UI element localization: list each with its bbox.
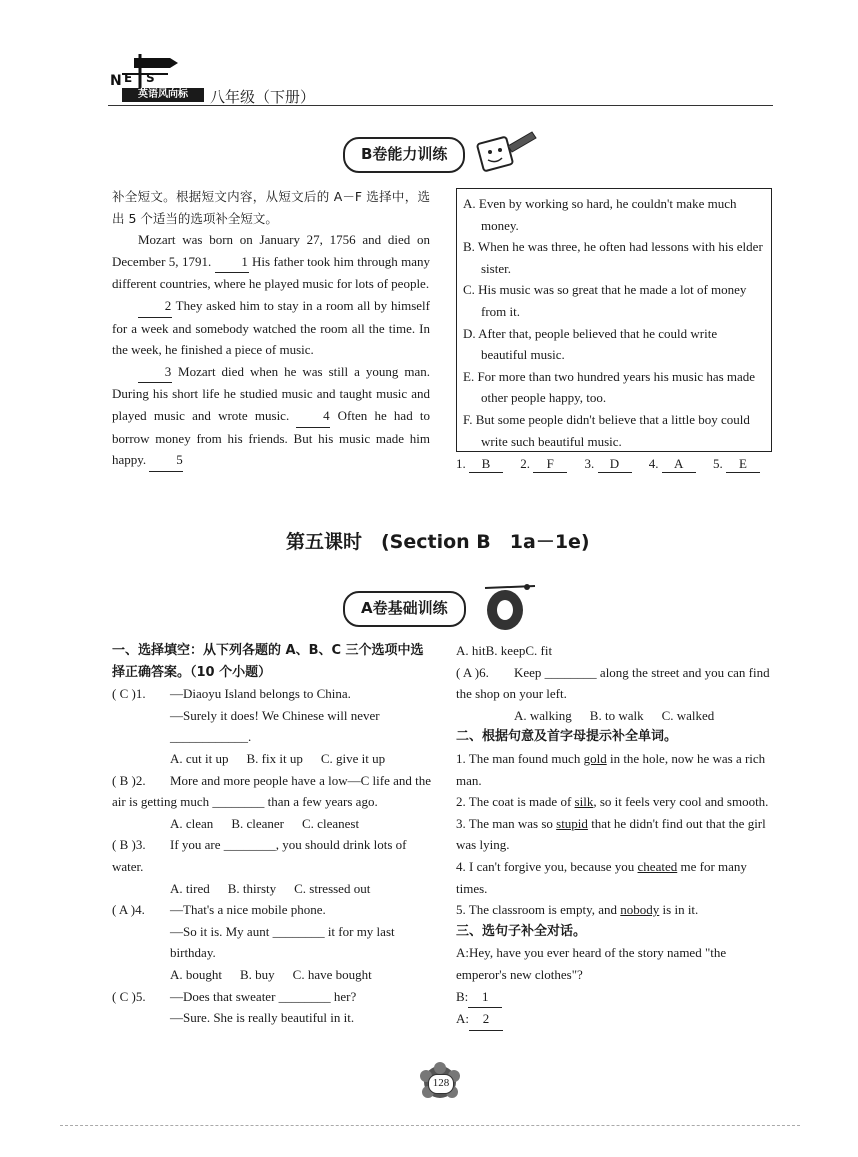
dialog-line [456, 1008, 776, 1031]
question-2 [112, 770, 432, 835]
choice: A. tired [170, 880, 210, 896]
option-e: E. For more than two hundred years his music has made other people happy, too. [463, 368, 756, 406]
answer-value: B [469, 456, 503, 473]
choices [112, 878, 432, 900]
blank-2: 2 [138, 295, 172, 318]
choice: C. walked [661, 707, 715, 723]
fill-item-4 [456, 856, 776, 899]
choice: C. cleanest [302, 815, 360, 831]
choice: A. walking [514, 707, 572, 723]
fill-text: in the hole, now he was a rich man. [456, 750, 766, 788]
option-d: D. After that, people believed that he could write beautiful music. [463, 325, 718, 363]
fill-item-2 [456, 791, 776, 813]
speaker: A: [456, 1011, 469, 1027]
question-mark: ( C )5. [112, 988, 146, 1004]
blank-3: 3 [138, 361, 172, 384]
fill-item-3 [456, 813, 776, 856]
paragraph-text: Mozart was born on January 27, 1756 and died on December 5, 1791. [112, 232, 430, 269]
paragraph-3 [112, 361, 430, 472]
paragraph-2 [112, 295, 430, 361]
answer-value: F [533, 456, 567, 473]
svg-text:E: E [124, 71, 133, 85]
options-box [456, 188, 772, 452]
question-text: If you are ________, you should drink lots of water. [112, 837, 407, 874]
answer-num: 1. [456, 456, 466, 471]
choices [456, 640, 776, 662]
paragraph-text: They asked him to stay in a room all by himself for a week and somebody watched the room all the time. In the week, he finished a piece of music. [112, 297, 431, 358]
lesson-title: 第五课时 (Section B 1a－1e) [286, 531, 590, 553]
choice: C. have bought [292, 966, 372, 982]
question-mark: ( C )1. [112, 686, 146, 702]
question-text: —Sure. She is really beautiful in it. [170, 1010, 355, 1026]
fill-text: 5. The classroom is empty, and [456, 902, 621, 918]
speaker: B: [456, 988, 469, 1004]
page-number [418, 1062, 462, 1102]
fill-item-5 [456, 899, 776, 921]
option-a: A. Even by working so hard, he couldn't make much money. [463, 196, 737, 233]
choice: B. buy [240, 966, 275, 982]
choice: B. keep [485, 643, 526, 658]
answer-value: E [726, 456, 760, 473]
fill-text: 3. The man was so [456, 815, 557, 831]
answer-item [456, 456, 503, 471]
question-1 [112, 683, 432, 769]
question-text: —Does that sweater ________ her? [170, 988, 357, 1004]
fill-text: , so it feels very cool and smooth. [593, 794, 769, 810]
dialog-text: Hey, have you ever heard of the story named "the emperor's new clothes"? [456, 945, 727, 982]
dialog-blank: 1 [468, 986, 502, 1009]
questions-right [456, 640, 776, 1031]
fill-answer: silk [574, 794, 594, 810]
choice: C. give it up [320, 750, 386, 766]
signpost-icon [108, 52, 204, 88]
fill-answer: stupid [556, 815, 588, 831]
question-text: —Surely it does! We Chinese will never ____________. [170, 707, 380, 745]
choices [112, 748, 432, 770]
speaker: A: [456, 945, 469, 961]
dialog-line [456, 986, 776, 1009]
choice: B. thirsty [227, 880, 277, 896]
answer-item [585, 456, 632, 471]
choice: A. cut it up [170, 750, 229, 766]
part3-title: 三、选句子补全对话。 [456, 923, 587, 939]
answer-value: D [598, 456, 632, 473]
question-text: —Diaoyu Island belongs to China. [170, 686, 351, 702]
paragraph-text: Often he had to borrow money from his friends. But his music made him happy. [112, 407, 431, 468]
blank-5: 5 [149, 449, 183, 472]
choice: C. fit [525, 643, 553, 658]
question-6 [456, 662, 776, 727]
bottom-divider [60, 1125, 800, 1126]
page-number-text: 128 [428, 1074, 454, 1094]
fill-text: 4. I can't forgive you, because you [456, 858, 638, 874]
answer-num: 2. [520, 456, 530, 471]
paragraph-text: His father took him through many different countries, where he played music for lots of people. [112, 253, 431, 292]
fill-text: 2. The coat is made of [456, 794, 575, 810]
question-3 [112, 834, 432, 899]
answer-item [713, 456, 760, 471]
part2-title: 二、根据句意及首字母提示补全单词。 [456, 729, 678, 745]
part1-title: 一、选择填空：从下列各题的 A、B、C 三个选项中选择正确答案。（10 个小题） [112, 643, 424, 680]
fill-text: that he didn't find out that the girl was lying. [456, 815, 766, 853]
answer-num: 5. [713, 456, 723, 471]
fill-text: is in it. [659, 902, 699, 918]
passage [112, 186, 430, 472]
question-5 [112, 986, 432, 1029]
choice: B. to walk [589, 707, 644, 723]
fill-answer: gold [583, 750, 607, 766]
question-mark: ( A )4. [112, 902, 145, 918]
answer-num: 4. [648, 456, 659, 471]
questions-left [112, 640, 432, 1029]
choice: B. cleaner [231, 815, 285, 831]
instruction: 补全短文。根据短文内容，从短文后的 A－F 选择中，选出 5 个适当的选项补全短文。 [112, 189, 430, 226]
fill-text: me for many times. [456, 858, 747, 896]
paragraph-1 [112, 229, 430, 295]
answer-value: A [662, 456, 696, 473]
fill-answer: nobody [620, 902, 660, 918]
answer-item [520, 456, 567, 471]
publisher-logo [108, 52, 204, 104]
header-divider [108, 105, 773, 106]
paragraph-text: Mozart died when he was still a young man. During his short life he studied music and taught music and played music and wrote music. [112, 363, 431, 423]
question-text: More and more people have a low—C life and the air is getting much ________ than a few years ago. [112, 772, 431, 810]
fill-text: 1. The man found much [456, 750, 584, 766]
dialog-blank: 2 [469, 1008, 503, 1031]
section-a-badge: A卷基础训练 [343, 591, 466, 627]
choices [112, 813, 432, 835]
option-c: C. His music was so great that he made a lot of money from it. [463, 282, 747, 319]
option-b: B. When he was three, he often had lessons with his elder sister. [463, 239, 763, 276]
choice: A. bought [170, 966, 222, 982]
choice: A. clean [170, 815, 214, 831]
fill-item-1 [456, 748, 776, 791]
blank-4: 4 [296, 405, 330, 428]
question-text: Keep ________ along the street and you can find the shop on your left. [456, 664, 770, 702]
question-mark: ( B )3. [112, 837, 146, 853]
fill-answer: cheated [637, 858, 678, 874]
question-mark: ( B )2. [112, 772, 146, 788]
tire-icon [455, 580, 545, 632]
answer-num: 3. [584, 456, 595, 471]
question-text: —That's a nice mobile phone. [170, 902, 326, 918]
question-4 [112, 899, 432, 985]
choices [112, 964, 432, 986]
section-b-badge: B卷能力训练 [343, 137, 465, 173]
blank-1: 1 [215, 251, 249, 274]
logo-text: 英语风向标 [122, 88, 204, 102]
choice: C. stressed out [294, 880, 371, 896]
svg-text:N: N [110, 73, 122, 88]
option-f: F. But some people didn't believe that a little boy could write such beautiful music. [463, 411, 750, 449]
dialog-line [456, 942, 776, 985]
choice: A. hit [456, 643, 486, 658]
choices [456, 705, 776, 727]
pencil-book-icon [460, 128, 540, 178]
svg-text:S: S [146, 71, 155, 85]
answer-row [456, 456, 776, 473]
question-text: —So it is. My aunt ________ it for my last birthday. [170, 923, 395, 961]
choice: B. fix it up [246, 750, 303, 766]
question-mark: ( A )6. [456, 664, 489, 680]
answer-item [649, 456, 696, 471]
grade-label: 八年级（下册） [210, 88, 316, 106]
